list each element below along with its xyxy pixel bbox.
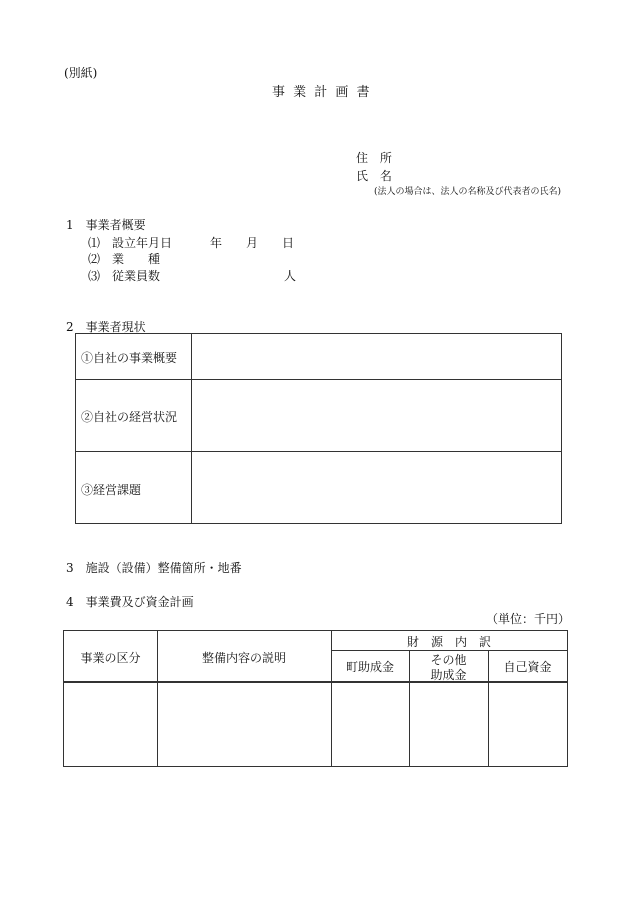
funding-table (63, 630, 568, 767)
document-title: 事 業 計 画 書 (272, 85, 372, 100)
status-table-row-sep-2 (76, 451, 561, 452)
item-employees-num: ⑶ (88, 269, 101, 283)
name-label: 氏 名 (356, 169, 396, 183)
section2-heading: 2 事業者現状 (66, 320, 146, 334)
cell-own-funds[interactable] (490, 685, 565, 763)
row-business-overview-value[interactable] (198, 349, 553, 369)
header-business-category: 事業の区分 (80, 651, 141, 665)
row-business-overview-label: ①自社の事業概要 (81, 351, 178, 365)
header-funding-breakdown: 財 源 内 訳 (406, 635, 491, 649)
section1-heading: 1 事業者概要 (66, 218, 146, 232)
item-industry-num: ⑵ (88, 252, 101, 266)
corporate-note: (法人の場合は、法人の名称及び代表者の氏名) (374, 187, 562, 197)
cell-town-grant[interactable] (333, 685, 407, 763)
section4-heading: 4 事業費及び資金計画 (66, 595, 194, 609)
funding-header-bottom (64, 681, 567, 683)
row-management-issues-value[interactable] (198, 481, 553, 501)
item-employees-label: 従業員数 (112, 269, 161, 283)
header-other-grant-line2: 助成金 (430, 668, 467, 682)
row-management-issues-label: ③経営課題 (81, 483, 142, 497)
section3-heading: 3 施設（設備）整備箇所・地番 (66, 561, 242, 575)
attachment-label: (別紙) (64, 66, 98, 80)
item-founding-date-label: 設立年月日 (112, 236, 173, 250)
row-management-status-value[interactable] (198, 408, 553, 428)
header-work-description: 整備内容の説明 (201, 651, 286, 665)
cell-business-category[interactable] (66, 685, 155, 763)
item-employees-suffix: 人 (284, 269, 297, 283)
cell-other-grant[interactable] (411, 685, 486, 763)
cell-work-description[interactable] (159, 685, 329, 763)
item-founding-date-num: ⑴ (88, 236, 101, 250)
address-label: 住 所 (356, 151, 396, 165)
status-table-divider (191, 334, 192, 523)
header-town-grant: 町助成金 (345, 660, 394, 674)
status-table-row-sep-1 (76, 379, 561, 380)
header-other-grant-line1: その他 (430, 653, 467, 667)
unit-label: （単位：千円） (486, 612, 571, 626)
item-founding-date-suffix: 年 月 日 (210, 236, 295, 250)
item-industry-label: 業 種 (112, 252, 161, 266)
header-own-funds: 自己資金 (503, 660, 552, 674)
funding-table-vline-2 (331, 631, 332, 766)
status-table (75, 333, 562, 524)
row-management-status-label: ②自社の経営状況 (81, 410, 178, 424)
